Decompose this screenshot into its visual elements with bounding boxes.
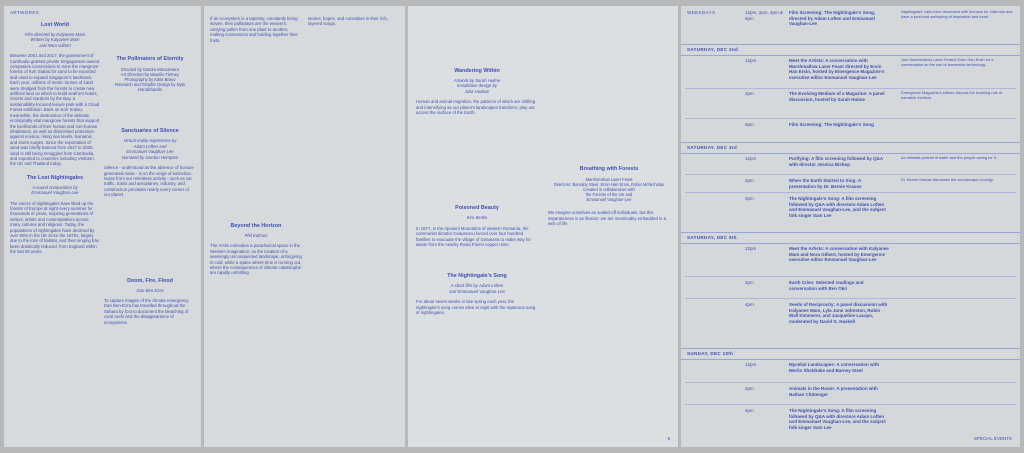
column-right	[548, 16, 670, 231]
date-heading: SATURDAY, DEC 2nd	[681, 44, 1020, 56]
column-left	[416, 16, 538, 320]
artwork-credits: Dan Ben-Ezra	[136, 287, 164, 293]
artwork-description: Silence - understood as the absence of human-generated noise - is on the verge of extinction. Noise from our relentless activity - such as car traffic, trains and aeroplanes, industry, and construction pervades nearly every corner of our planet.	[104, 165, 195, 198]
divider	[685, 404, 1016, 405]
paragraph: stories, hopes, and curiosities in their rich, layered songs.	[308, 16, 389, 27]
divider	[685, 276, 1016, 277]
artwork-title-nightingales-song: The Nightingale's Song	[447, 273, 507, 280]
artwork-description: We imagine ourselves as sealed-off individuals, but this separateness is an illusion: we are inextricably embedded in a web of life.	[548, 210, 666, 227]
date-heading: SATURDAY, DEC 9th	[681, 232, 1020, 244]
artwork-description: For about seven weeks in late spring each year, the nightingale's song comes alive at night with the rapturous song of nightingales.	[416, 299, 536, 316]
divider	[685, 174, 1016, 175]
artwork-title-beyond-horizon: Beyond the Horizon	[230, 223, 282, 230]
paragraph: If an ecosystem is a tapestry, constantly being woven, then pollinators are the weavers: carrying pollen from one plant to another, making connections and holding together their fruits.	[210, 16, 298, 43]
panel-artworks-1	[4, 6, 201, 447]
column-left	[210, 16, 302, 280]
column-right	[308, 16, 400, 31]
artwork-credits: Film directed by Kalyanee Mam Written by Kalyanee Mam and Nora Gilbert	[24, 32, 86, 48]
artwork-title-wandering-within: Wandering Within	[454, 68, 500, 74]
artwork-credits: Artwork by Sarah Hulme Installation design by Julia Hudson	[453, 78, 501, 94]
artwork-title-lost-world: Lost World	[40, 22, 70, 28]
running-head: ARTWORKS	[10, 10, 40, 15]
artwork-description: The Arctic embodies a paradoxical space in the Western imagination: as the location of a seemingly unconquested landscape, unforgiving in cold, while a space where time is running out, where the consequences of climate catastrophe are rapidly unfolding.	[210, 243, 302, 276]
artwork-credits: Kim Sentis	[466, 215, 488, 221]
programme-spread	[0, 6, 1024, 447]
artwork-title-doom: Doom, Fire, Flood	[127, 277, 173, 284]
panel-special-events: WEEKDAYS 12pm, 2pm, 4pm & 6pm Film Screening: The Nightingale's Song, directed by Adam Loften and Emmanuel Vaughan-Lee Nightingales' calls have resonated with humans for millennia and have a profound wellspring of inspiration and heart. SATURDAY, DEC 2nd 12pm Meet the Artists: A conversation with Marshmallow Laser Feast directed by Ersin Han Ersin, hosted by Emergence Magazine's executive editor Emmanuel Vaughan-Lee Join Marshmallow Laser Feast's Ersin Han Ersin for a conversation on the use of immersive technology. 2pm The Evolving Medium of a Magazine: A panel discussion, hosted by Sarah Hulme Emergence Magazine's editors discuss the evolving role of narrative medium. 5pm Film Screening: The Nightingale's Song SATURDAY, DEC 3rd 12pm Purifying: A film screening followed by Q&A with director Jessica Bishop An intimate portrait of water and the people caring for it. 2pm When the Earth Started to Sing: A presentation by Dr. Bernie Krause Dr. Bernie Krause discusses the soundscape ecology. 4pm The Nightingale's Song: A film screening followed by Q&A with directors Adam Loften and Emmanuel Vaughan-Lee, and the subject folk singer Sam Lee SATURDAY, DEC 9th 12pm Meet the Artists: A conversation with Kalyanee Mam and Nora Gilbert, hosted by Emergence executive editor Emmanuel Vaughan-Lee 2pm Earth Cries: Selected readings and conversation with Ben Okri 4pm Seeds of Reciprocity: A panel discussion with Kalyanee Mam, Lyla June Johnston, Robin Wall Kimmerer, and Jacqueline Lacayo, moderated by David G. Haskell SUNDAY, DEC 10th 12pm Mycelial Landscapes: A conversation with Merlin Sheldrake and Barney Steel 2pm Animals in the Room: A presentation with Nathan Chittenger 4pm The Nightingale's Song: A film screening followed by Q&A with directors Adam Loften and Emmanuel Vaughan-Lee, and the subject folk singer Sam Lee SPECIAL EVENTS	[681, 6, 1020, 447]
artwork-description: Human and animal migration, the patterns of which are shifting and intensifying as our planet's landscapes transform, play out across the surface of the Earth.	[416, 99, 536, 116]
page-number: 8	[667, 436, 670, 441]
column-right	[104, 16, 196, 329]
artwork-credits: Virtual reality experience by Adam Loften and Emmanuel Vaughan-Lee Narrated by Gordon Hempton	[121, 138, 179, 160]
artwork-description: In 1977, in the Apuseni Mountains of western Romania, the communist dictator Ceausescu forced over four hundred families to evacuate the village of Geamana to make way for waste from the nearby Rosia Poieni copper mine.	[416, 225, 531, 248]
artwork-title-lost-nightingales: The Lost Nightingales	[26, 174, 84, 181]
section-label: SPECIAL EVENTS	[973, 436, 1012, 441]
artwork-description: Between 2001 and 2017, the government of Cambodia granted private Singaporean-owned companies concessions to mine the mangrove forests of Koh Sralau for sand to be exported and used to expand Singapore's landmass. Each year, millions of metric tonnes of sand were dredged from the forests to create new artificial land on which to build seafront hotels, resorts and Gardens by the Bay, a sustainability-focused leisure park with a Cloud Forest exhibition. Back on Koh Sralau, meanwhile, the destruction of the delicate, ecologically vital mangrove forests that support the livelihoods of their human and non-human inhabitants, as well as diminished protection against erosion, rising sea levels, tsunamis and storm surges. Since the exportation of sand was briefly banned from 2017 to 2020, sand is still being smuggled from Cambodia, and exported to countries including Vietnam, the UK and Thailand today.	[10, 53, 100, 167]
artwork-description: The voices of nightingales have lilted up the forests of Europe at night every summer for thousands of years, inspiring generations of writers, artists and contemplatives across many cultures and religions. Today, the populations of nightingales have declined by over 90% in the UK since the 1970s, largely due to the loss of habitat, and their singing has been drastically reduced, from England within the last 50 years.	[10, 200, 99, 255]
panel-artworks-2	[204, 6, 405, 447]
artwork-description: To capture images of the climate emergency, Dan Ben-Ezra has travelled throughout the Sahara by foot to document the bleaching of coral reefs and the disappearance of ecosystems.	[104, 297, 190, 325]
artwork-credits: Marshmallow Laser Feast Directors: Barnaby Steel, Ersin Han Ersin, Robin McNicholas Created in collaboration with the Forests of the UK and Emmanuel Vaughan-Lee	[553, 177, 665, 203]
schedule-header: WEEKDAYS	[687, 10, 716, 15]
artwork-title-sanctuaries: Sanctuaries of Silence	[121, 128, 179, 135]
artwork-title-breathing: Breathing with Forests	[579, 166, 639, 172]
artwork-title-pollinators: The Pollinators of Eternity	[116, 56, 184, 62]
artwork-credits: A sound composition by Emmanuel Vaughan-Lee	[31, 184, 79, 196]
divider	[685, 382, 1016, 383]
divider	[685, 118, 1016, 119]
divider	[685, 298, 1016, 299]
divider	[685, 192, 1016, 193]
artwork-credits: A short film by Adam Loften and Emmanuel Vaughan-Lee	[449, 283, 505, 294]
artwork-title-poisoned-beauty: Poisoned Beauty	[455, 205, 499, 212]
date-heading: SUNDAY, DEC 10th	[681, 348, 1020, 360]
divider	[685, 88, 1016, 89]
artwork-credits: Phil Kalmus	[244, 233, 268, 239]
panel-artworks-3	[408, 6, 678, 447]
column-left	[10, 16, 100, 259]
artwork-credits: Directed by Sandra Macnamara Art Direction by Maurilio Tierney Photography by Katie Bravo Research and Graphic Design by Nyla Hurrabhardin	[115, 67, 185, 93]
date-heading: SATURDAY, DEC 3rd	[681, 142, 1020, 154]
